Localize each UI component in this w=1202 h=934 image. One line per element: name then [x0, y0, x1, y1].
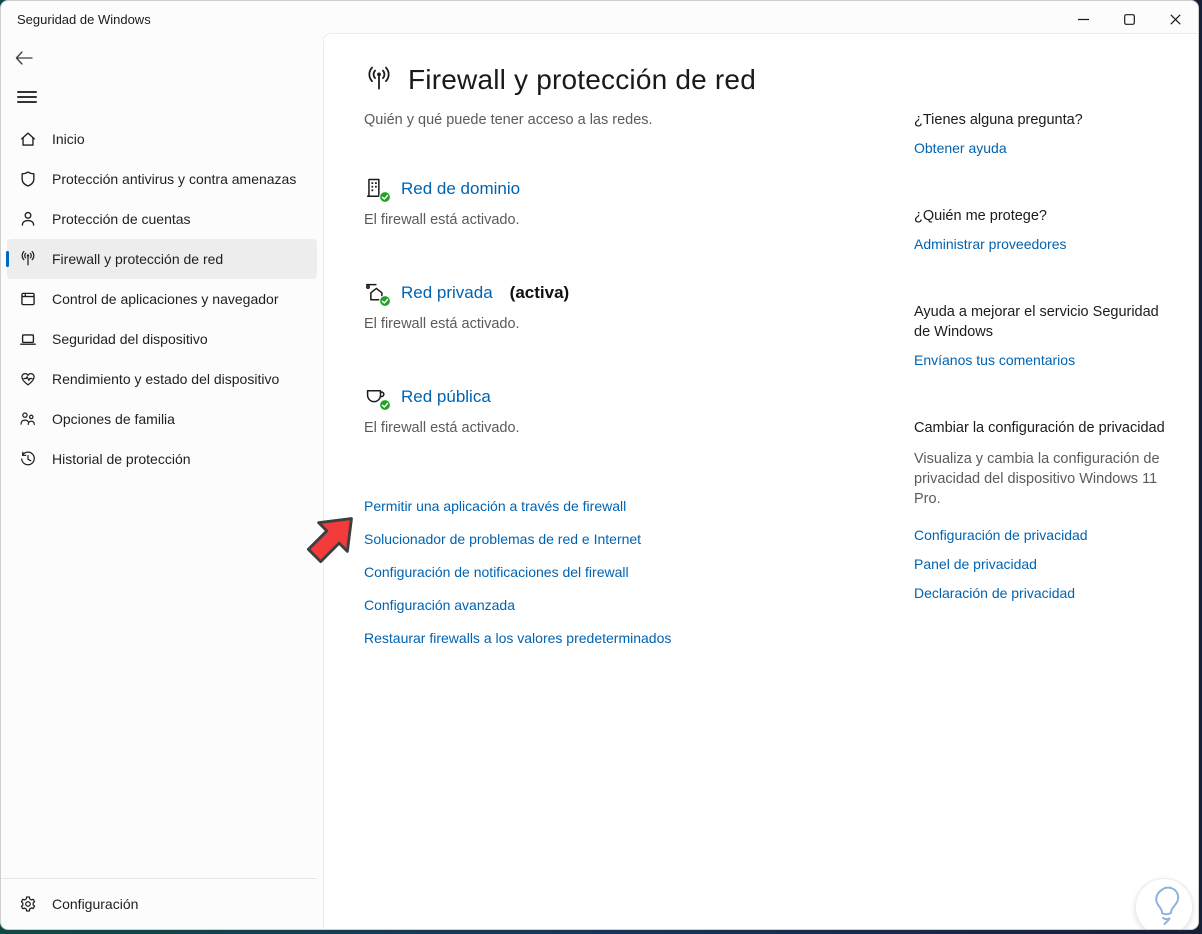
sidebar-item-configuracion[interactable] — [7, 884, 317, 924]
check-badge-icon — [379, 295, 391, 307]
network-section-domain — [364, 176, 904, 230]
aside-heading: ¿Quién me protege? — [914, 208, 1047, 224]
get-help-link[interactable]: Obtener ayuda — [914, 140, 1007, 156]
hamburger-icon — [17, 91, 37, 93]
privacy-description: Visualiza y cambia la configuración de privacidad del dispositivo Windows 11 Pro. — [914, 451, 1160, 507]
shield-icon — [19, 170, 37, 188]
network-status: El firewall está activado. — [364, 212, 520, 228]
selection-accent — [6, 251, 9, 267]
sidebar-item-label: Rendimiento y estado del dispositivo — [52, 371, 280, 387]
active-network-suffix: (activa) — [509, 283, 570, 302]
menu-toggle-button[interactable] — [17, 89, 37, 105]
sidebar-item-firewall[interactable] — [7, 239, 317, 279]
tip-lightbulb-badge[interactable] — [1135, 878, 1193, 930]
close-button[interactable] — [1152, 1, 1198, 37]
sidebar-item-familia[interactable] — [7, 399, 317, 439]
sidebar-item-label: Control de aplicaciones y navegador — [52, 291, 279, 307]
sidebar-item-label: Inicio — [52, 131, 85, 147]
sidebar-item-rendimiento[interactable] — [7, 359, 317, 399]
minimize-icon — [1078, 14, 1089, 25]
privacy-settings-link[interactable]: Configuración de privacidad — [914, 527, 1088, 543]
page-title: Firewall y protección de red — [408, 64, 756, 95]
network-troubleshooter-link[interactable]: Solucionador de problemas de red e Internet — [364, 531, 642, 547]
domain-network-icon — [364, 177, 388, 201]
app-browser-icon — [19, 290, 37, 308]
sidebar-nav — [1, 119, 323, 479]
back-button[interactable] — [15, 45, 45, 71]
sidebar-item-antivirus[interactable] — [7, 159, 317, 199]
lightbulb-icon — [1144, 884, 1184, 930]
sidebar-divider — [1, 878, 317, 879]
minimize-button[interactable] — [1060, 1, 1106, 37]
aside-section-privacy — [914, 418, 1166, 603]
red-arrow-icon — [292, 496, 374, 578]
privacy-dashboard-link[interactable]: Panel de privacidad — [914, 556, 1037, 572]
sidebar-item-label: Firewall y protección de red — [52, 251, 224, 267]
red-arrow-annotation — [300, 504, 366, 570]
check-badge-icon — [379, 191, 391, 203]
aside-section-feedback — [914, 302, 1166, 370]
device-icon — [19, 330, 37, 348]
sidebar-item-label: Protección antivirus y contra amenazas — [52, 171, 297, 187]
maximize-button[interactable] — [1106, 1, 1152, 37]
sidebar-item-label: Historial de protección — [52, 451, 191, 467]
firewall-notification-settings-link[interactable]: Configuración de notificaciones del firewall — [364, 564, 629, 580]
private-network-icon — [364, 281, 388, 305]
sidebar-item-label: Protección de cuentas — [52, 211, 191, 227]
restore-firewalls-default-link[interactable]: Restaurar firewalls a los valores predeterminados — [364, 630, 672, 646]
network-status: El firewall está activado. — [364, 420, 520, 436]
sidebar-item-inicio[interactable] — [7, 119, 317, 159]
aside-heading: Cambiar la configuración de privacidad — [914, 420, 1165, 436]
main-content-card — [323, 33, 1198, 929]
back-arrow-icon — [15, 51, 33, 65]
sidebar-item-historial[interactable] — [7, 439, 317, 479]
page-subtitle: Quién y qué puede tener acceso a las redes. — [364, 112, 653, 128]
history-icon — [19, 450, 37, 468]
network-section-public — [364, 384, 904, 438]
aside-section-who-protects — [914, 206, 1166, 254]
window-titlebar — [1, 1, 1198, 37]
public-network-icon — [364, 385, 388, 409]
public-network-link[interactable]: Red pública — [401, 387, 491, 406]
device-health-icon — [19, 370, 37, 388]
send-feedback-link[interactable]: Envíanos tus comentarios — [914, 352, 1076, 368]
sidebar-item-control-apps[interactable] — [7, 279, 317, 319]
sidebar-item-dispositivo[interactable] — [7, 319, 317, 359]
window-controls — [1060, 1, 1198, 37]
aside-heading: Ayuda a mejorar el servicio Seguridad de Windows — [914, 304, 1159, 340]
sidebar-item-cuentas[interactable] — [7, 199, 317, 239]
settings-label: Configuración — [52, 896, 139, 912]
family-icon — [19, 410, 37, 428]
privacy-statement-link[interactable]: Declaración de privacidad — [914, 585, 1076, 601]
aside-heading: ¿Tienes alguna pregunta? — [914, 112, 1083, 128]
sidebar-item-label: Opciones de familia — [52, 411, 175, 427]
home-icon — [19, 130, 37, 148]
network-status: El firewall está activado. — [364, 316, 520, 332]
app-title: Seguridad de Windows — [17, 11, 151, 27]
sidebar — [1, 37, 323, 929]
page-header — [364, 58, 1198, 102]
close-icon — [1170, 14, 1181, 25]
check-badge-icon — [379, 399, 391, 411]
firewall-network-icon — [364, 65, 394, 95]
manage-providers-link[interactable]: Administrar proveedores — [914, 236, 1067, 252]
network-section-private — [364, 280, 904, 334]
firewall-network-icon — [19, 250, 37, 268]
gear-icon — [19, 895, 37, 913]
allow-app-through-firewall-link[interactable]: Permitir una aplicación a través de firewall — [364, 498, 627, 514]
advanced-settings-link[interactable]: Configuración avanzada — [364, 597, 515, 613]
private-network-link[interactable]: Red privada — [401, 283, 493, 302]
domain-network-link[interactable]: Red de dominio — [401, 179, 521, 198]
person-icon — [19, 210, 37, 228]
maximize-icon — [1124, 14, 1135, 25]
aside-section-question — [914, 110, 1166, 158]
sidebar-item-label: Seguridad del dispositivo — [52, 331, 208, 347]
